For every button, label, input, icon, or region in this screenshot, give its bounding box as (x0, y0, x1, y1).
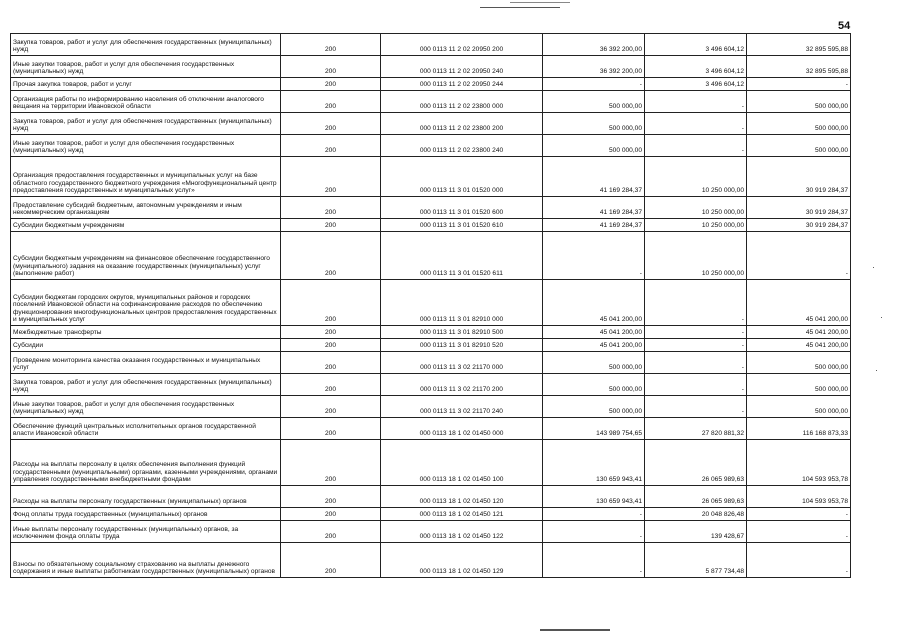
row-code: 200 (281, 34, 381, 56)
row-name: Расходы на выплаты персоналу в целях обеспечения выполнения функций государственными (муниципальными) органами, казенными учреждениями, органами управления государственными внебюджетными фондами (11, 440, 281, 486)
row-kbk: 000 0113 18 1 02 01450 129 (381, 543, 543, 578)
row-plan: 36 392 200,00 (543, 56, 645, 78)
row-code: 200 (281, 508, 381, 521)
row-plan: - (543, 232, 645, 280)
row-code: 200 (281, 135, 381, 157)
row-executed: - (645, 396, 747, 418)
row-code: 200 (281, 157, 381, 197)
row-plan: - (543, 543, 645, 578)
row-kbk: 000 0113 11 3 01 01520 000 (381, 157, 543, 197)
table-row (11, 135, 851, 157)
row-code: 200 (281, 374, 381, 396)
row-name: Субсидии (11, 339, 281, 352)
row-executed: 3 496 604,12 (645, 78, 747, 91)
row-executed: 10 250 000,00 (645, 219, 747, 232)
table-row (11, 418, 851, 440)
row-unexecuted: - (747, 78, 851, 91)
row-kbk: 000 0113 11 3 01 01520 610 (381, 219, 543, 232)
row-name: Иные закупки товаров, работ и услуг для обеспечения государственных (муниципальных) нужд (11, 396, 281, 418)
row-code: 200 (281, 91, 381, 113)
row-name: Прочая закупка товаров, работ и услуг (11, 78, 281, 91)
table-row (11, 56, 851, 78)
scan-speck: · (880, 312, 883, 322)
table-row (11, 374, 851, 396)
row-code: 200 (281, 543, 381, 578)
scan-speck: · (872, 262, 875, 272)
table-row (11, 113, 851, 135)
budget-table (10, 33, 851, 578)
row-unexecuted: 500 000,00 (747, 135, 851, 157)
row-plan: - (543, 521, 645, 543)
row-plan: 41 169 284,37 (543, 219, 645, 232)
row-unexecuted: 500 000,00 (747, 396, 851, 418)
row-kbk: 000 0113 11 3 02 21170 240 (381, 396, 543, 418)
row-code: 200 (281, 113, 381, 135)
row-unexecuted: 45 041 200,00 (747, 326, 851, 339)
row-name: Иные закупки товаров, работ и услуг для обеспечения государственных (муниципальных) нужд (11, 135, 281, 157)
table-row (11, 352, 851, 374)
row-kbk: 000 0113 11 3 02 21170 000 (381, 352, 543, 374)
row-unexecuted: 104 593 953,78 (747, 440, 851, 486)
table-row (11, 508, 851, 521)
row-kbk: 000 0113 11 3 01 82910 000 (381, 280, 543, 326)
row-unexecuted: - (747, 232, 851, 280)
table-row (11, 440, 851, 486)
page-number: 54 (838, 20, 851, 32)
row-kbk: 000 0113 11 2 02 20950 200 (381, 34, 543, 56)
row-plan: 130 659 943,41 (543, 440, 645, 486)
row-unexecuted: - (747, 543, 851, 578)
table-row (11, 232, 851, 280)
row-unexecuted: 30 919 284,37 (747, 157, 851, 197)
row-plan: 130 659 943,41 (543, 486, 645, 508)
row-executed: - (645, 113, 747, 135)
row-kbk: 000 0113 18 1 02 01450 120 (381, 486, 543, 508)
row-unexecuted: 500 000,00 (747, 91, 851, 113)
row-name: Обеспечение функций центральных исполнительных органов государственной власти Ивановской области (11, 418, 281, 440)
row-unexecuted: - (747, 508, 851, 521)
row-plan: 45 041 200,00 (543, 339, 645, 352)
row-code: 200 (281, 78, 381, 91)
row-plan: 500 000,00 (543, 113, 645, 135)
row-unexecuted: 45 041 200,00 (747, 280, 851, 326)
row-executed: - (645, 374, 747, 396)
row-plan: - (543, 508, 645, 521)
row-name: Организация работы по информированию населения об отключении аналогового вещания на территории Ивановской области (11, 91, 281, 113)
row-executed: 139 428,67 (645, 521, 747, 543)
row-plan: 36 392 200,00 (543, 34, 645, 56)
row-plan: 45 041 200,00 (543, 326, 645, 339)
scan-mark (510, 2, 570, 3)
table-row (11, 280, 851, 326)
row-name: Закупка товаров, работ и услуг для обеспечения государственных (муниципальных) нужд (11, 374, 281, 396)
row-executed: 26 065 989,63 (645, 440, 747, 486)
scan-mark (540, 629, 610, 631)
row-kbk: 000 0113 11 2 02 20950 240 (381, 56, 543, 78)
row-code: 200 (281, 280, 381, 326)
row-executed: - (645, 339, 747, 352)
row-name: Проведение мониторинга качества оказания государственных и муниципальных услуг (11, 352, 281, 374)
row-unexecuted: 45 041 200,00 (747, 339, 851, 352)
table-row (11, 326, 851, 339)
row-executed: 27 820 881,32 (645, 418, 747, 440)
row-executed: - (645, 91, 747, 113)
row-plan: 143 989 754,65 (543, 418, 645, 440)
row-kbk: 000 0113 18 1 02 01450 122 (381, 521, 543, 543)
row-kbk: 000 0113 11 3 01 01520 611 (381, 232, 543, 280)
row-code: 200 (281, 56, 381, 78)
row-plan: 500 000,00 (543, 91, 645, 113)
row-plan: 41 169 284,37 (543, 197, 645, 219)
row-kbk: 000 0113 11 2 02 23800 000 (381, 91, 543, 113)
row-kbk: 000 0113 11 3 02 21170 200 (381, 374, 543, 396)
row-plan: 41 169 284,37 (543, 157, 645, 197)
row-name: Расходы на выплаты персоналу государственных (муниципальных) органов (11, 486, 281, 508)
row-plan: 500 000,00 (543, 396, 645, 418)
row-executed: 10 250 000,00 (645, 232, 747, 280)
row-plan: - (543, 78, 645, 91)
row-executed: - (645, 280, 747, 326)
row-unexecuted: 500 000,00 (747, 352, 851, 374)
row-plan: 500 000,00 (543, 352, 645, 374)
row-unexecuted: 30 919 284,37 (747, 219, 851, 232)
row-name: Предоставление субсидий бюджетным, автономным учреждениям и иным некоммерческим организациям (11, 197, 281, 219)
row-code: 200 (281, 486, 381, 508)
row-executed: 26 065 989,63 (645, 486, 747, 508)
row-kbk: 000 0113 18 1 02 01450 000 (381, 418, 543, 440)
row-code: 200 (281, 326, 381, 339)
row-name: Закупка товаров, работ и услуг для обеспечения государственных (муниципальных) нужд (11, 113, 281, 135)
row-executed: 20 048 826,48 (645, 508, 747, 521)
row-name: Организация предоставления государственных и муниципальных услуг на базе областного государственного бюджетного учреждения «Многофункциональный центр предоставления государственных и муниципальных услуг» (11, 157, 281, 197)
row-name: Закупка товаров, работ и услуг для обеспечения государственных (муниципальных) нужд (11, 34, 281, 56)
row-executed: - (645, 135, 747, 157)
row-unexecuted: 116 168 873,33 (747, 418, 851, 440)
table-row (11, 543, 851, 578)
table-row (11, 521, 851, 543)
scan-speck: · (875, 365, 878, 375)
row-name: Субсидии бюджетным учреждениям (11, 219, 281, 232)
table-row (11, 78, 851, 91)
table-row (11, 34, 851, 56)
row-code: 200 (281, 418, 381, 440)
row-unexecuted: 500 000,00 (747, 113, 851, 135)
row-name: Субсидии бюджетным учреждениям на финансовое обеспечение государственного (муниципального) задания на оказание государственных (муниципальных) услуг (выполнение работ) (11, 232, 281, 280)
row-plan: 500 000,00 (543, 374, 645, 396)
table-row (11, 197, 851, 219)
row-code: 200 (281, 219, 381, 232)
row-kbk: 000 0113 11 3 01 82910 520 (381, 339, 543, 352)
row-kbk: 000 0113 18 1 02 01450 121 (381, 508, 543, 521)
row-unexecuted: 30 919 284,37 (747, 197, 851, 219)
row-name: Фонд оплаты труда государственных (муниципальных) органов (11, 508, 281, 521)
row-plan: 500 000,00 (543, 135, 645, 157)
row-kbk: 000 0113 11 3 01 01520 600 (381, 197, 543, 219)
row-kbk: 000 0113 11 2 02 23800 240 (381, 135, 543, 157)
row-kbk: 000 0113 11 3 01 82910 500 (381, 326, 543, 339)
row-name: Иные закупки товаров, работ и услуг для обеспечения государственных (муниципальных) нужд (11, 56, 281, 78)
row-executed: 10 250 000,00 (645, 197, 747, 219)
row-plan: 45 041 200,00 (543, 280, 645, 326)
table-row (11, 157, 851, 197)
row-unexecuted: 500 000,00 (747, 374, 851, 396)
row-kbk: 000 0113 11 2 02 20950 244 (381, 78, 543, 91)
row-code: 200 (281, 197, 381, 219)
row-kbk: 000 0113 11 2 02 23800 200 (381, 113, 543, 135)
scan-mark (480, 7, 560, 8)
budget-table-body (11, 34, 851, 578)
row-code: 200 (281, 352, 381, 374)
row-code: 200 (281, 339, 381, 352)
row-code: 200 (281, 396, 381, 418)
row-unexecuted: 104 593 953,78 (747, 486, 851, 508)
row-kbk: 000 0113 18 1 02 01450 100 (381, 440, 543, 486)
row-executed: 3 496 604,12 (645, 34, 747, 56)
row-executed: - (645, 326, 747, 339)
table-row (11, 91, 851, 113)
row-name: Взносы по обязательному социальному страхованию на выплаты денежного содержания и иные выплаты работникам государственных (муниципальных) органов (11, 543, 281, 578)
row-code: 200 (281, 440, 381, 486)
row-executed: 3 496 604,12 (645, 56, 747, 78)
row-unexecuted: 32 895 595,88 (747, 34, 851, 56)
row-executed: - (645, 352, 747, 374)
table-row (11, 219, 851, 232)
row-unexecuted: - (747, 521, 851, 543)
row-code: 200 (281, 232, 381, 280)
table-row (11, 486, 851, 508)
table-row (11, 339, 851, 352)
row-name: Межбюджетные трансферты (11, 326, 281, 339)
row-code: 200 (281, 521, 381, 543)
row-executed: 5 877 734,48 (645, 543, 747, 578)
row-name: Субсидии бюджетам городских округов, муниципальных районов и городских поселений Ивановской области на софинансирование расходов по обеспечению функционирования многофункциональных центров предоставления государственных и муниципальных услуг (11, 280, 281, 326)
table-row (11, 396, 851, 418)
row-name: Иные выплаты персоналу государственных (муниципальных) органов, за исключением фонда оплаты труда (11, 521, 281, 543)
row-executed: 10 250 000,00 (645, 157, 747, 197)
row-unexecuted: 32 895 595,88 (747, 56, 851, 78)
